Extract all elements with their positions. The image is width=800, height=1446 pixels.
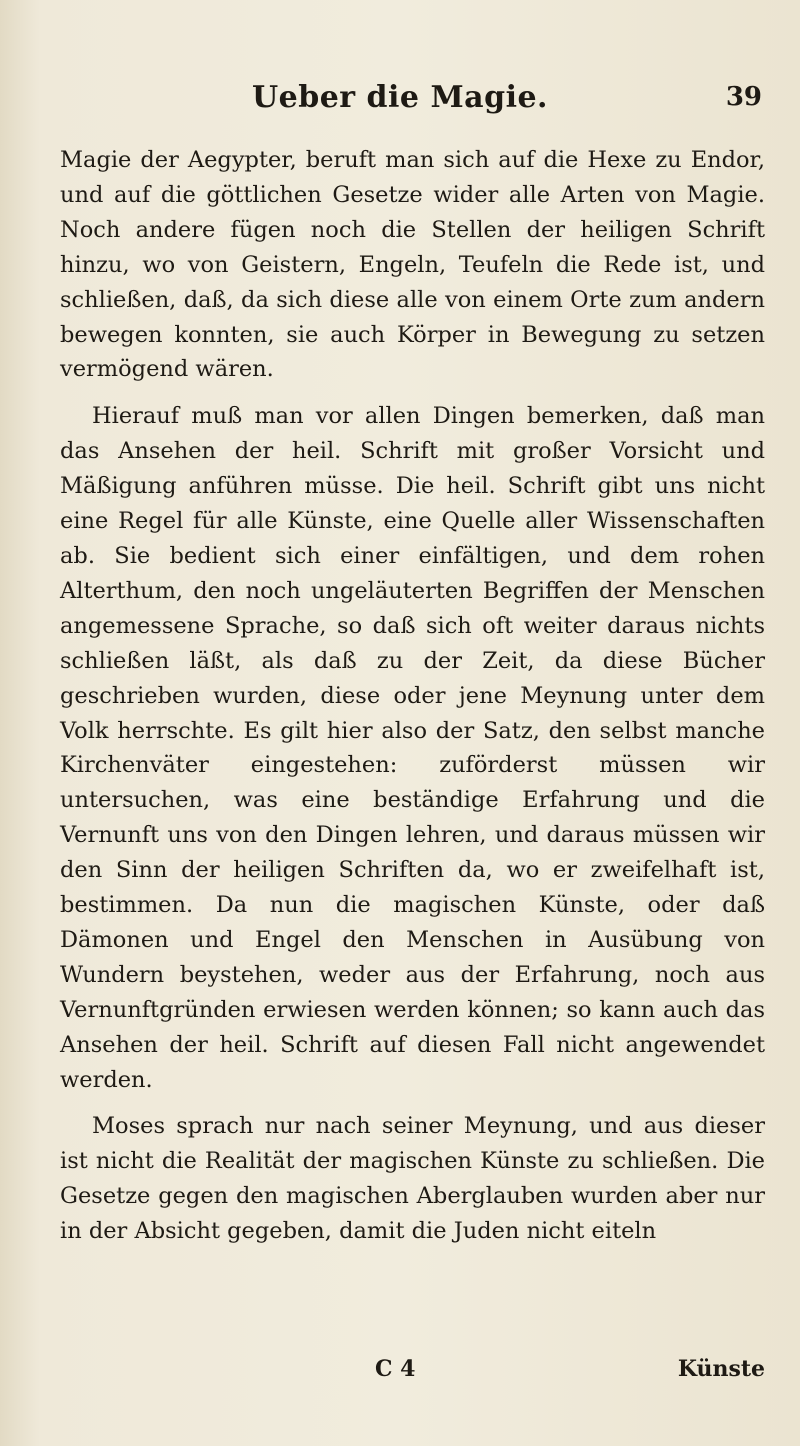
page-header [0,80,800,120]
body-text [60,143,765,1261]
page-footer [60,1356,765,1390]
catchword: Künste [677,1356,765,1382]
paragraph-2: Hierauf muß man vor allen Dingen bemerken, daß man das Ansehen der heil. Schrift mit großer Vorsicht und Mäßigung anführen müsse. Die heil. Schrift gibt uns nicht eine Regel für alle Künste, eine Quelle aller Wissenschaften ab. Sie bedient sich einer einfältigen, und dem rohen Alterthum, den noch ungeläuterten Begriffen der Menschen angemessene Sprache, so daß sich oft weiter daraus nichts schließen läßt, als daß zu der Zeit, da diese Bücher geschrieben wurden, diese oder jene Meynung unter dem Volk herrschte. Es gilt hier also der Satz, den selbst manche Kirchenväter eingestehen: zuförderst müssen wir untersuchen, was eine beständige Erfahrung und die Vernunft uns von den Dingen lehren, und daraus müssen wir den Sinn der heiligen Schriften da, wo er zweifelhaft ist, bestimmen. Da nun die magischen Künste, oder daß Dämonen und Engel den Menschen in Ausübung von Wundern beystehen, weder aus der Erfahrung, noch aus Vernunftgründen erwiesen werden können; so kann auch das Ansehen der heil. Schrift auf diesen Fall nicht angewendet werden. [60,403,765,1093]
running-title: Ueber die Magie. [251,80,549,115]
signature-mark: C 4 [375,1356,416,1382]
page-number: 39 [725,82,762,112]
paragraph-3: Moses sprach nur nach seiner Meynung, und aus dieser ist nicht die Realität der magischen Künste zu schließen. Die Gesetze gegen den magischen Aberglauben wurden aber nur in der Absicht gegeben, damit die Juden nicht eiteln [60,1113,765,1245]
paragraph-1: Magie der Aegypter, beruft man sich auf die Hexe zu Endor, und auf die göttlichen Gesetze wider alle Arten von Magie. Noch andere fügen noch die Stellen der heiligen Schrift hinzu, wo von Geistern, Engeln, Teufeln die Rede ist, und schließen, daß, da sich diese alle von einem Orte zum andern bewegen konnten, sie auch Körper in Bewegung zu setzen vermögend wären. [60,147,765,383]
